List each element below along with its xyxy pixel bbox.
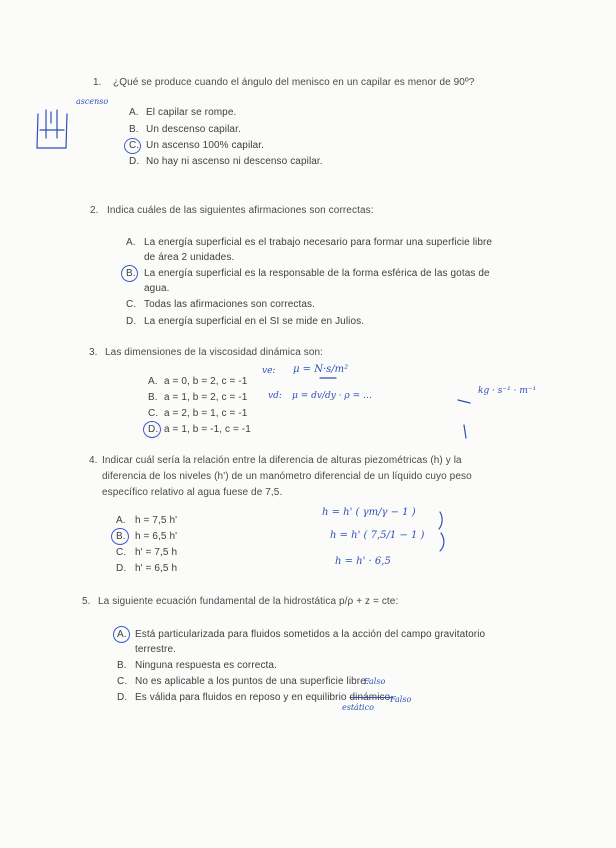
q5-option-d-letter: D.: [117, 692, 128, 703]
q4-question-line3: específico relativo al agua fuese de 7,5.: [102, 487, 283, 498]
q4-hw-eq3: h = h' · 6,5: [335, 556, 391, 567]
q3-question: Las dimensiones de la viscosidad dinámica son:: [105, 347, 324, 358]
q1-sketch-note: ascenso: [76, 97, 109, 106]
q2-option-b-line2[interactable]: agua.: [144, 283, 170, 294]
q5-hw-falso-c: Falso: [364, 677, 386, 686]
q4-bracket-1: [439, 512, 442, 529]
q4-bracket-2: [440, 533, 444, 551]
q3-option-b-letter: B.: [148, 392, 158, 403]
q3-option-c[interactable]: a = 2, b = 1, c = -1: [164, 408, 248, 419]
q4-hw-eq1: h = h' ( γm/γ − 1 ): [322, 507, 416, 518]
q5-option-a-line2[interactable]: terrestre.: [135, 644, 177, 655]
q4-option-c[interactable]: h' = 7,5 h: [135, 547, 178, 558]
q5-option-c[interactable]: No es aplicable a los puntos de una superficie libre.: [135, 676, 369, 687]
q3-number: 3.: [89, 347, 98, 358]
q5-option-b-letter: B.: [117, 660, 127, 671]
q3-hw-eq1: μ = N·s/m²: [293, 364, 349, 375]
q3-tick: [464, 425, 466, 438]
q1-option-c[interactable]: Un ascenso 100% capilar.: [146, 140, 265, 151]
q5-number: 5.: [82, 596, 91, 607]
q1-option-a-letter: A.: [129, 107, 139, 118]
q5-option-a-letter: A.: [117, 629, 127, 640]
q3-hw-ve: ve:: [262, 366, 276, 376]
q4-option-b-letter: B.: [116, 531, 126, 542]
q4-question-line1: Indicar cuál sería la relación entre la diferencia de alturas piezométricas (h) y la: [102, 455, 462, 466]
q3-hw-eq2: μ = dv/dy · ρ = …: [292, 391, 372, 401]
q4-option-c-letter: C.: [116, 547, 127, 558]
q3-hw-vd: vd:: [268, 391, 282, 401]
q2-option-d[interactable]: La energía superficial en el SI se mide en Julios.: [144, 316, 365, 327]
q5-option-b[interactable]: Ninguna respuesta es correcta.: [135, 660, 277, 671]
q2-option-b-letter: B.: [126, 268, 136, 279]
q2-option-a-line1[interactable]: La energía superficial es el trabajo necesario para formar una superficie libre: [144, 237, 493, 248]
q3-dash: [458, 400, 470, 403]
q1-option-c-letter: C.: [129, 140, 140, 151]
q5-option-d-text: Es válida para fluidos en reposo y en equilibrio: [135, 692, 347, 703]
q3-hw-units: kg · s⁻¹ · m⁻¹: [478, 386, 537, 396]
q3-option-a[interactable]: a = 0, b = 2, c = -1: [164, 376, 248, 387]
q4-option-a[interactable]: h = 7,5 h': [135, 515, 178, 526]
q2-number: 2.: [90, 205, 99, 216]
q2-option-c-letter: C.: [126, 299, 137, 310]
q2-question: Indica cuáles de las siguientes afirmaciones son correctas:: [107, 205, 374, 216]
q4-question-line2: diferencia de los niveles (h') de un manómetro diferencial de un líquido cuyo peso: [102, 471, 472, 482]
q2-option-a-letter: A.: [126, 237, 136, 248]
q5-option-c-letter: C.: [117, 676, 128, 687]
q4-option-d[interactable]: h' = 6,5 h: [135, 563, 178, 574]
q3-option-d-letter: D.: [148, 424, 159, 435]
q4-hw-eq2: h = h' ( 7,5/1 − 1 ): [330, 530, 425, 541]
q1-option-d-letter: D.: [129, 156, 140, 167]
q2-option-c[interactable]: Todas las afirmaciones son correctas.: [144, 299, 315, 310]
q5-hw-estatico: estático: [342, 703, 374, 712]
q1-question: ¿Qué se produce cuando el ángulo del menisco en un capilar es menor de 90º?: [113, 77, 475, 88]
q5-hw-falso-d: Falso: [390, 695, 412, 704]
q1-option-a[interactable]: El capilar se rompe.: [146, 107, 237, 118]
q1-option-d[interactable]: No hay ni ascenso ni descenso capilar.: [146, 156, 323, 167]
q2-option-d-letter: D.: [126, 316, 137, 327]
q4-number: 4.: [89, 455, 98, 466]
q3-option-b[interactable]: a = 1, b = 2, c = -1: [164, 392, 248, 403]
q1-sketch-vessel: [37, 114, 67, 148]
q2-option-a-line2[interactable]: de área 2 unidades.: [144, 252, 235, 263]
q3-option-d[interactable]: a = 1, b = -1, c = -1: [164, 424, 251, 435]
q3-option-a-letter: A.: [148, 376, 158, 387]
q4-option-a-letter: A.: [116, 515, 126, 526]
q4-option-b[interactable]: h = 6,5 h': [135, 531, 178, 542]
q5-question: La siguiente ecuación fundamental de la hidrostática p/ρ + z = cte:: [98, 596, 399, 607]
q4-option-d-letter: D.: [116, 563, 127, 574]
q3-option-c-letter: C.: [148, 408, 159, 419]
q1-number: 1.: [93, 77, 102, 88]
q2-option-b-line1[interactable]: La energía superficial es la responsable de la forma esférica de las gotas de: [144, 268, 490, 279]
q5-option-d-struck: dinámico.: [349, 692, 394, 703]
q5-option-a-line1[interactable]: Está particularizada para fluidos sometidos a la acción del campo gravitatorio: [135, 629, 486, 640]
q1-option-b[interactable]: Un descenso capilar.: [146, 124, 241, 135]
q1-option-b-letter: B.: [129, 124, 139, 135]
